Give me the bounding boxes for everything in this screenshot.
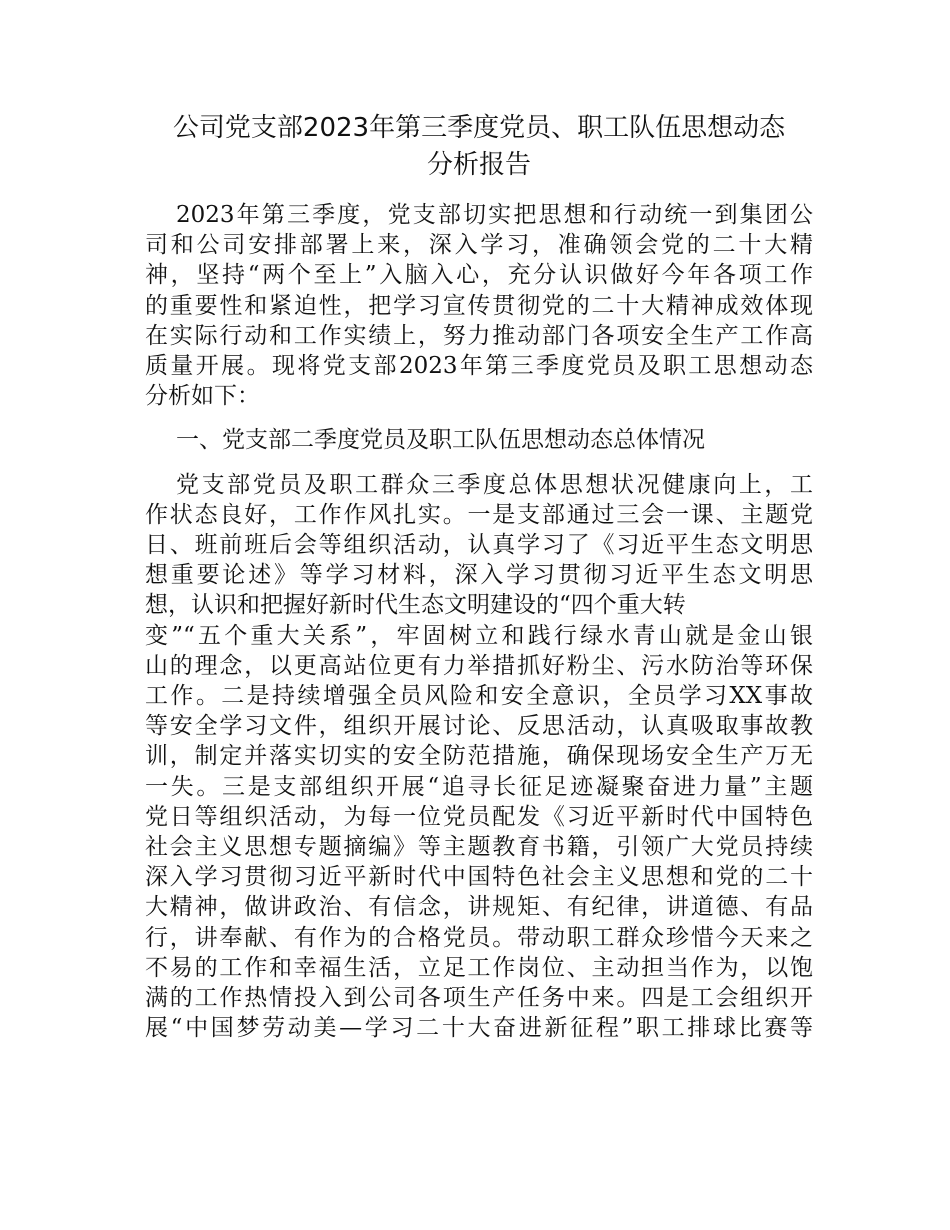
- paragraph-line: 一失。三是支部组织开展“追寻长征足迹凝聚奋进力量”主题: [145, 773, 813, 800]
- paragraph-line: 日、班前班后会等组织活动，认真学习了《习近平生态文明思: [145, 532, 813, 559]
- paragraph-line: 变”“五个重大关系”，牢固树立和践行绿水青山就是金山银: [145, 622, 813, 649]
- section-heading: [145, 425, 813, 455]
- paragraph-line: 的重要性和紧迫性，把学习宣传贯彻党的二十大精神成效体现: [145, 292, 813, 319]
- paragraph-line: 党支部党员及职工群众三季度总体思想状况健康向上，工: [176, 471, 813, 498]
- paragraph-line: 展“中国梦劳动美—学习二十大奋进新征程”职工排球比赛等: [145, 1015, 813, 1042]
- paragraph-line: 满的工作热情投入到公司各项生产任务中来。四是工会组织开: [145, 985, 813, 1012]
- paragraph-line: 司和公司安排部署上来，深入学习，准确领会党的二十大精: [145, 232, 813, 259]
- paragraph-line: 2023年第三季度，党支部切实把思想和行动统一到集团公: [176, 202, 813, 228]
- title-line: 公司党支部2023年第三季度党员、职工队伍思想动态: [172, 113, 786, 143]
- paragraph-line: 训，制定并落实切实的安全防范措施，确保现场安全生产万无: [145, 743, 813, 770]
- paragraph-line: 行，讲奉献、有作为的合格党员。带动职工群众珍惜今天来之: [145, 924, 813, 951]
- title-line: 分析报告: [426, 150, 531, 180]
- paragraph-line: 作状态良好，工作作风扎实。一是支部通过三会一课、主题党: [145, 501, 813, 528]
- document-page: [145, 110, 813, 1043]
- paragraph-line: 不易的工作和幸福生活，立足工作岗位、主动担当作为，以饱: [145, 954, 813, 981]
- paragraph-line: 分析如下：: [145, 383, 260, 410]
- paragraph-line: 等安全学习文件，组织开展讨论、反思活动，认真吸取事故教: [145, 713, 813, 740]
- paragraph-line: 党日等组织活动，为每一位党员配发《习近平新时代中国特色: [145, 803, 813, 830]
- paragraph-line: 大精神，做讲政治、有信念，讲规矩、有纪律，讲道德、有品: [145, 894, 813, 921]
- intro-paragraph: [145, 200, 813, 411]
- body-paragraph: [145, 470, 813, 1044]
- paragraph-line: 想重要论述》等学习材料，深入学习贯彻习近平生态文明思: [145, 562, 813, 589]
- section-heading-text: 一、党支部二季度党员及职工队伍思想动态总体情况: [176, 427, 705, 454]
- document-title: [145, 110, 813, 184]
- paragraph-line: 神，坚持“两个至上”入脑入心，充分认识做好今年各项工作: [145, 262, 813, 289]
- paragraph-line: 想，认识和把握好新时代生态文明建设的“四个重大转: [145, 592, 686, 619]
- paragraph-line: 工作。二是持续增强全员风险和安全意识，全员学习XX事故: [145, 683, 813, 710]
- paragraph-line: 质量开展。现将党支部2023年第三季度党员及职工思想动态: [145, 353, 813, 380]
- paragraph-line: 社会主义思想专题摘编》等主题教育书籍，引领广大党员持续: [145, 834, 813, 861]
- paragraph-line: 山的理念，以更高站位更有力举措抓好粉尘、污水防治等环保: [145, 652, 813, 679]
- paragraph-line: 深入学习贯彻习近平新时代中国特色社会主义思想和党的二十: [145, 864, 813, 891]
- paragraph-line: 在实际行动和工作实绩上，努力推动部门各项安全生产工作高: [145, 322, 813, 349]
